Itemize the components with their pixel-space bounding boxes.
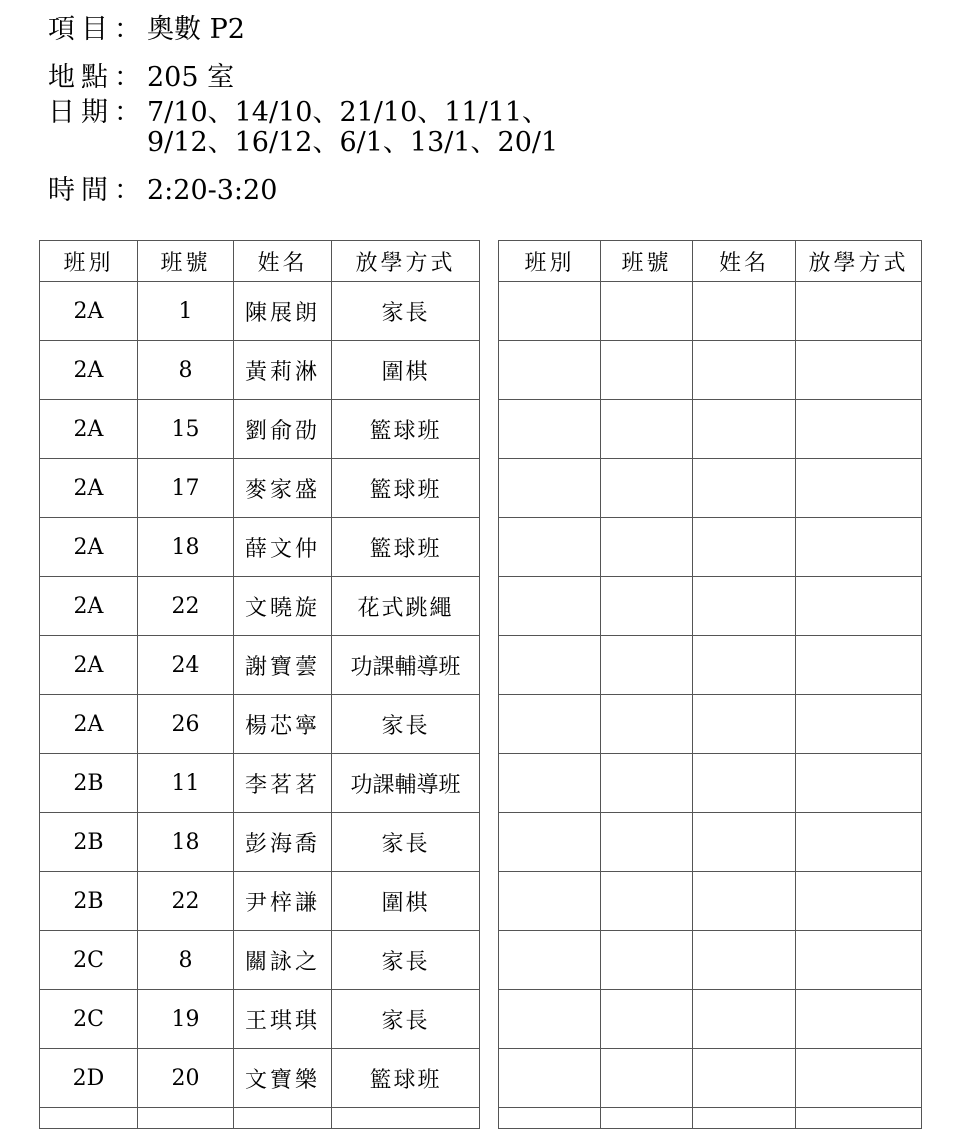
table-row [40,931,480,990]
cell-name: 薛文仲 [234,518,332,577]
location-label: 地點： [48,62,147,93]
cell-class: 2A [40,695,138,754]
cell-number: 19 [138,990,234,1049]
cell-empty [138,1108,234,1129]
cell-empty [693,1049,796,1108]
header-method: 放學方式 [796,241,922,282]
cell-empty [499,695,601,754]
cell-name: 彭海喬 [234,813,332,872]
empty-row [499,282,922,341]
cell-empty [796,695,922,754]
cell-empty [601,341,693,400]
cell-empty [601,577,693,636]
cell-empty [601,400,693,459]
table-row [40,990,480,1049]
cell-empty [499,1108,601,1129]
cell-empty [601,872,693,931]
cell-empty [796,341,922,400]
cell-empty [601,813,693,872]
project-label: 項目： [48,14,147,45]
table-row [40,695,480,754]
location-value: 205 室 [147,62,235,93]
cell-method: 家長 [332,695,480,754]
cell-empty [693,1108,796,1129]
cell-class: 2A [40,577,138,636]
cell-empty [601,518,693,577]
cell-number: 18 [138,518,234,577]
cell-empty [796,459,922,518]
cell-class: 2A [40,282,138,341]
cell-method: 功課輔導班 [332,636,480,695]
cell-name: 文寶樂 [234,1049,332,1108]
cell-empty [693,636,796,695]
header-number: 班號 [138,241,234,282]
table-row [40,754,480,813]
table-row [40,459,480,518]
cell-empty [796,1049,922,1108]
cell-class: 2C [40,990,138,1049]
cell-name: 陳展朗 [234,282,332,341]
cell-empty [796,282,922,341]
time-label: 時間： [48,175,147,206]
cell-name: 文曉旋 [234,577,332,636]
cell-class: 2A [40,459,138,518]
cell-empty [601,282,693,341]
cell-method: 籃球班 [332,518,480,577]
cell-number: 8 [138,931,234,990]
location-line [48,63,234,93]
cell-empty [796,636,922,695]
cell-empty [499,990,601,1049]
cell-name: 麥家盛 [234,459,332,518]
cell-empty [693,459,796,518]
table-row-partial [40,1108,480,1129]
table-row [40,341,480,400]
cell-number: 1 [138,282,234,341]
cell-empty [499,931,601,990]
cell-class: 2A [40,636,138,695]
cell-empty [499,813,601,872]
dates-value [147,98,558,158]
cell-number: 20 [138,1049,234,1108]
empty-row [499,695,922,754]
cell-empty [40,1108,138,1129]
cell-number: 11 [138,754,234,813]
cell-method: 圍棋 [332,872,480,931]
table-row [40,282,480,341]
cell-class: 2A [40,518,138,577]
cell-number: 26 [138,695,234,754]
cell-empty [796,518,922,577]
cell-empty [796,931,922,990]
empty-row [499,577,922,636]
cell-empty [796,400,922,459]
cell-empty [499,518,601,577]
cell-empty [601,1049,693,1108]
cell-empty [693,518,796,577]
cell-empty [693,400,796,459]
dates-value-line-2: 9/12、16/12、6/1、13/1、20/1 [147,127,559,158]
cell-empty [601,754,693,813]
header-row [499,241,922,282]
cell-method: 籃球班 [332,400,480,459]
cell-empty [693,813,796,872]
cell-method: 家長 [332,813,480,872]
cell-name: 黃莉淋 [234,341,332,400]
cell-empty [499,636,601,695]
cell-empty [601,459,693,518]
cell-empty [499,577,601,636]
cell-number: 22 [138,872,234,931]
cell-empty [796,1108,922,1129]
cell-method: 家長 [332,282,480,341]
empty-row [499,754,922,813]
cell-class: 2B [40,754,138,813]
header-number: 班號 [601,241,693,282]
cell-number: 22 [138,577,234,636]
cell-method: 籃球班 [332,459,480,518]
cell-number: 24 [138,636,234,695]
table-row [40,813,480,872]
cell-empty [693,872,796,931]
student-roster-table [39,240,480,1129]
cell-empty [796,813,922,872]
empty-row [499,1049,922,1108]
cell-empty [693,341,796,400]
cell-number: 15 [138,400,234,459]
project-line [48,15,245,45]
cell-name: 劉俞劭 [234,400,332,459]
table-row [40,400,480,459]
cell-empty [601,1108,693,1129]
cell-empty [796,754,922,813]
cell-empty [601,931,693,990]
empty-row [499,813,922,872]
table-row [40,872,480,931]
time-value: 2:20-3:20 [147,175,278,206]
cell-empty [234,1108,332,1129]
cell-empty [796,872,922,931]
cell-method: 籃球班 [332,1049,480,1108]
cell-name: 關詠之 [234,931,332,990]
empty-row [499,518,922,577]
table-row [40,1049,480,1108]
cell-empty [693,695,796,754]
table-row [40,636,480,695]
cell-name: 李茗茗 [234,754,332,813]
empty-row [499,872,922,931]
table-row [40,518,480,577]
cell-empty [693,754,796,813]
cell-empty [499,1049,601,1108]
cell-number: 18 [138,813,234,872]
time-line [48,176,277,206]
dates-label: 日期： [48,97,147,128]
cell-method: 家長 [332,931,480,990]
cell-empty [693,282,796,341]
cell-class: 2B [40,813,138,872]
cell-method: 圍棋 [332,341,480,400]
cell-empty [601,990,693,1049]
cell-empty [499,459,601,518]
cell-empty [499,754,601,813]
header-row [40,241,480,282]
cell-class: 2B [40,872,138,931]
cell-empty [601,636,693,695]
empty-row [499,636,922,695]
header-class: 班別 [499,241,601,282]
cell-number: 8 [138,341,234,400]
cell-name: 楊芯寧 [234,695,332,754]
empty-roster-table [498,240,922,1129]
empty-row [499,931,922,990]
empty-row [499,400,922,459]
header-name: 姓名 [693,241,796,282]
cell-empty [499,282,601,341]
cell-empty [693,577,796,636]
cell-empty [796,577,922,636]
cell-class: 2A [40,400,138,459]
cell-method: 花式跳繩 [332,577,480,636]
cell-empty [796,990,922,1049]
cell-class: 2A [40,341,138,400]
cell-empty [693,990,796,1049]
header-name: 姓名 [234,241,332,282]
cell-name: 尹梓謙 [234,872,332,931]
dates-line [48,98,558,158]
empty-row-partial [499,1108,922,1129]
cell-empty [499,872,601,931]
dates-value-line-1: 7/10、14/10、21/10、11/11、 [147,97,550,128]
cell-empty [499,400,601,459]
cell-class: 2C [40,931,138,990]
header-class: 班別 [40,241,138,282]
cell-method: 家長 [332,990,480,1049]
cell-empty [693,931,796,990]
cell-name: 王琪琪 [234,990,332,1049]
cell-empty [601,695,693,754]
header-method: 放學方式 [332,241,480,282]
cell-empty [499,341,601,400]
cell-name: 謝寶蕓 [234,636,332,695]
cell-empty [332,1108,480,1129]
cell-number: 17 [138,459,234,518]
table-row [40,577,480,636]
empty-row [499,341,922,400]
empty-row [499,990,922,1049]
cell-class: 2D [40,1049,138,1108]
cell-method: 功課輔導班 [332,754,480,813]
empty-row [499,459,922,518]
project-value: 奧數 P2 [147,14,245,45]
